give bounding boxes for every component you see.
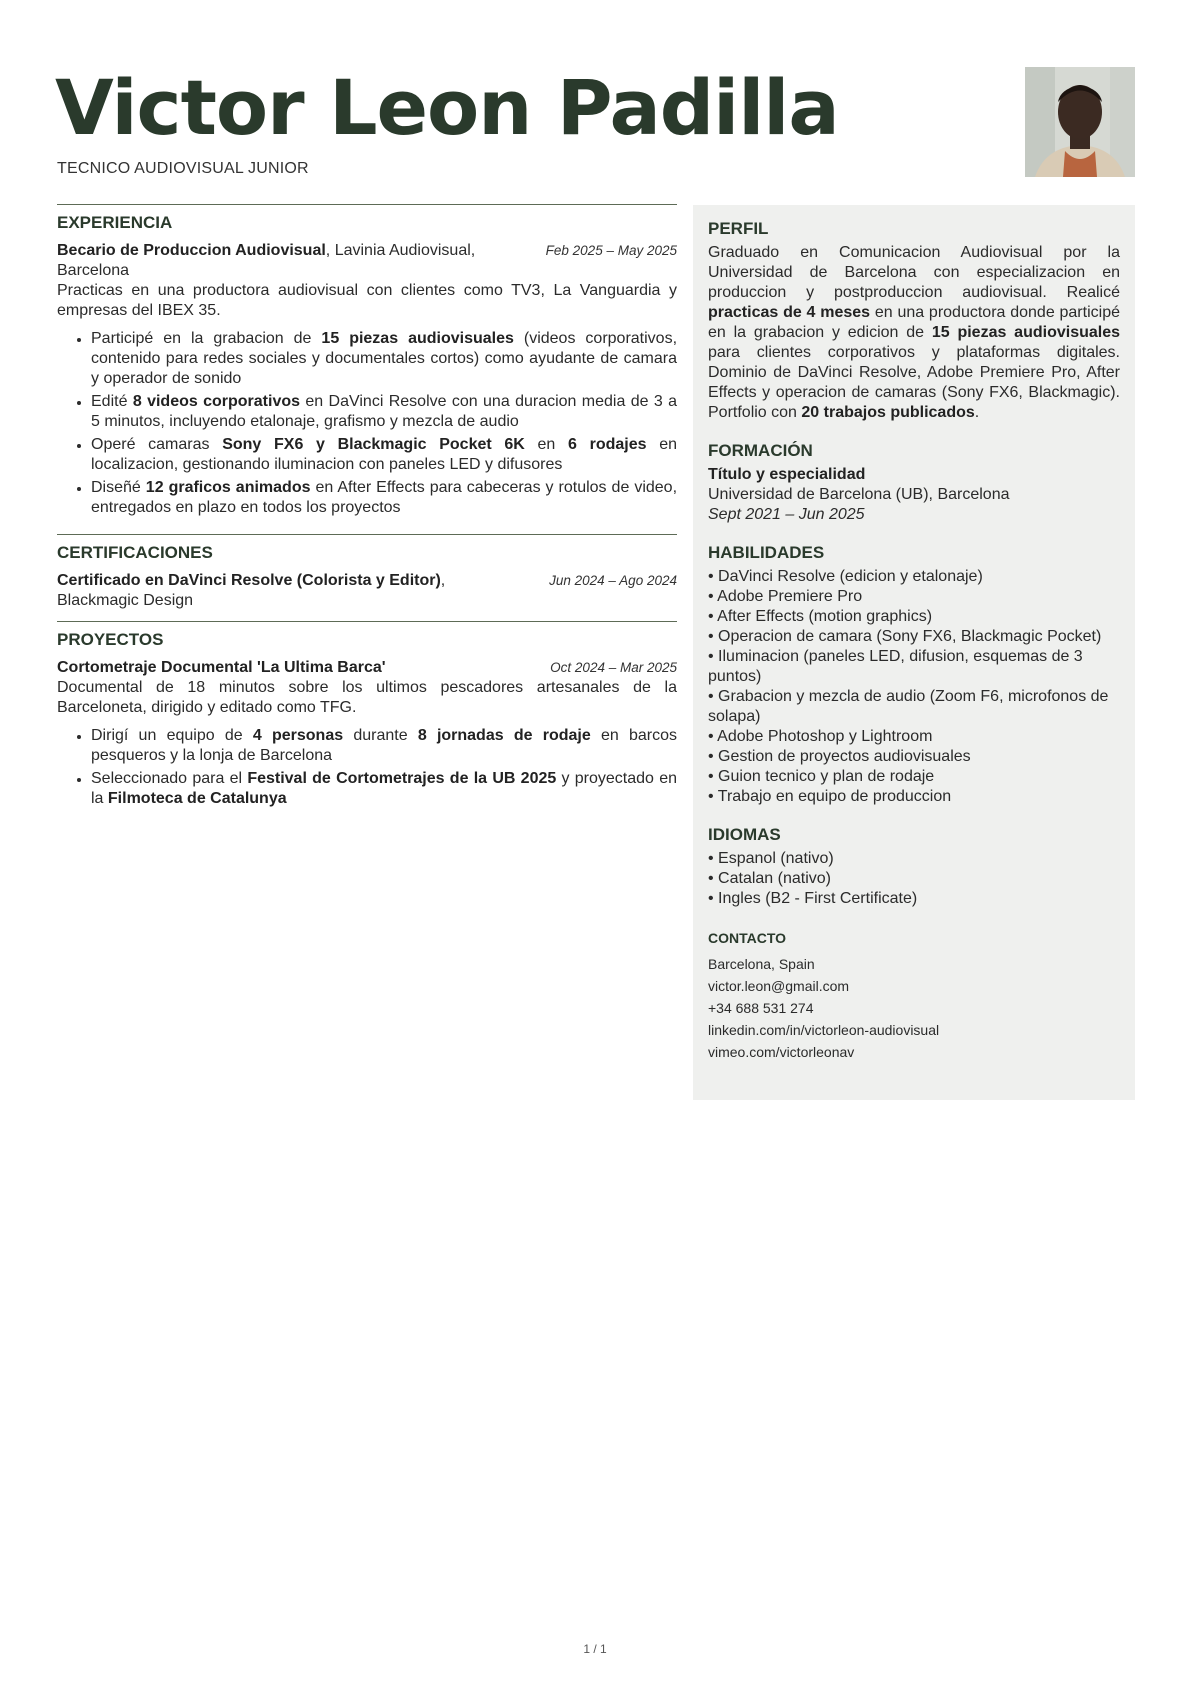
contact-section	[708, 927, 1120, 1063]
languages-section	[708, 825, 1120, 909]
education-section	[708, 441, 1120, 525]
entry-description: Documental de 18 minutos sobre los ultimos pescadores artesanales de la Barceloneta, dirigido y editado como TFG.	[57, 679, 677, 716]
skill-item: • Gestion de proyectos audiovisuales	[708, 748, 971, 765]
section-title-idiomas: IDIOMAS	[708, 825, 781, 844]
skill-item: • After Effects (motion graphics)	[708, 608, 933, 625]
role-title: Becario de Produccion Audiovisual	[57, 242, 326, 259]
bullet-item: • Operé camaras Sony FX6 y Blackmagic Pocket 6K en 6 rodajes en localizacion, gestionando iluminacion con paneles LED y difusores	[91, 435, 677, 475]
section-title-contacto: CONTACTO	[708, 930, 787, 946]
skill-item: • Iluminacion (paneles LED, difusion, esquemas de 3 puntos)	[708, 648, 1083, 685]
profile-summary: Graduado en Comunicacion Audiovisual por la Universidad de Barcelona con especializacion en produccion y postproduccion audiovisual. Realicé practicas de 4 meses en una productora donde participé en la grabacion y edicion de 15 piezas audiovisuales para clientes corporativos y plataformas digitales. Dominio de DaVinci Resolve, Adobe Premiere Pro, After Effects y operacion de camaras (Sony FX6, Blackmagic). Portfolio con 20 trabajos publicados.	[708, 244, 1120, 421]
skill-item: • Grabacion y mezcla de audio (Zoom F6, microfonos de solapa)	[708, 688, 1109, 725]
job-title: TECNICO AUDIOVISUAL JUNIOR	[57, 160, 309, 177]
bullet-item: • Edité 8 videos corporativos en DaVinci Resolve con una duracion media de 3 a 5 minutos, incluyendo etalonaje, grafismo y mezcla de audio	[91, 392, 677, 432]
section-title-habilidades: HABILIDADES	[708, 543, 825, 562]
skill-item: • Adobe Photoshop y Lightroom	[708, 728, 933, 745]
education-dates: Sept 2021 – Jun 2025	[708, 506, 865, 523]
contact-vimeo[interactable]: vimeo.com/victorleonav	[708, 1044, 855, 1060]
candidate-name: Victor Leon Padilla	[55, 63, 839, 152]
bullet-item: • Seleccionado para el Festival de Cortometrajes de la UB 2025 y proyectado en la Filmoteca de Catalunya	[91, 769, 677, 809]
contact-email[interactable]: victor.leon@gmail.com	[708, 978, 850, 994]
profile-section	[708, 219, 1120, 423]
language-item: • Espanol (nativo)	[708, 850, 834, 867]
contact-linkedin[interactable]: linkedin.com/in/victorleon-audiovisual	[708, 1022, 940, 1038]
skill-item: • DaVinci Resolve (edicion y etalonaje)	[708, 568, 983, 585]
page-number: 1 / 1	[583, 1642, 607, 1656]
contact-location: Barcelona, Spain	[708, 956, 815, 972]
experience-entry	[57, 241, 677, 518]
section-title-formacion: FORMACIÓN	[708, 441, 813, 460]
project-entry	[57, 658, 677, 809]
contact-phone[interactable]: +34 688 531 274	[708, 1000, 814, 1016]
section-title-proyectos: PROYECTOS	[57, 630, 164, 649]
skill-item: • Adobe Premiere Pro	[708, 588, 863, 605]
entry-date: Feb 2025 – May 2025	[545, 243, 677, 258]
entry-date: Oct 2024 – Mar 2025	[550, 660, 677, 675]
person-photo-icon	[1025, 67, 1135, 177]
sidebar	[693, 205, 1135, 1100]
main-column	[57, 204, 677, 812]
certification-entry	[57, 571, 677, 611]
section-title-certificaciones: CERTIFICACIONES	[57, 543, 213, 562]
profile-photo	[1025, 67, 1135, 177]
school: Universidad de Barcelona (UB), Barcelona	[708, 486, 1010, 503]
skill-item: • Guion tecnico y plan de rodaje	[708, 768, 935, 785]
skills-section	[708, 543, 1120, 807]
language-item: • Catalan (nativo)	[708, 870, 831, 887]
entry-description: Practicas en una productora audiovisual con clientes como TV3, La Vanguardia y empresas del IBEX 35.	[57, 282, 677, 319]
skill-item: • Trabajo en equipo de produccion	[708, 788, 952, 805]
company: , Lavinia Audiovisual, Barcelona	[57, 242, 476, 279]
section-divider	[57, 621, 677, 622]
issuer: , Blackmagic Design	[57, 572, 446, 609]
certification-name: Certificado en DaVinci Resolve (Colorista y Editor)	[57, 572, 441, 589]
section-title-perfil: PERFIL	[708, 219, 769, 238]
language-item: • Ingles (B2 - First Certificate)	[708, 890, 918, 907]
bullet-item: • Participé en la grabacion de 15 piezas audiovisuales (videos corporativos, contenido para redes sociales y documentales cortos) como ayudante de camara y operador de sonido	[91, 329, 677, 389]
entry-date: Jun 2024 – Ago 2024	[549, 573, 677, 588]
section-title-experiencia: EXPERIENCIA	[57, 213, 173, 232]
project-name: Cortometraje Documental 'La Ultima Barca'	[57, 659, 386, 676]
degree: Título y especialidad	[708, 466, 866, 483]
bullet-item: • Dirigí un equipo de 4 personas durante 8 jornadas de rodaje en barcos pesqueros y la lonja de Barcelona	[91, 726, 677, 766]
section-divider	[57, 534, 677, 535]
bullet-item: • Diseñé 12 graficos animados en After Effects para cabeceras y rotulos de video, entregados en plazo en todos los proyectos	[91, 478, 677, 518]
section-divider	[57, 204, 677, 205]
skill-item: • Operacion de camara (Sony FX6, Blackmagic Pocket)	[708, 628, 1102, 645]
